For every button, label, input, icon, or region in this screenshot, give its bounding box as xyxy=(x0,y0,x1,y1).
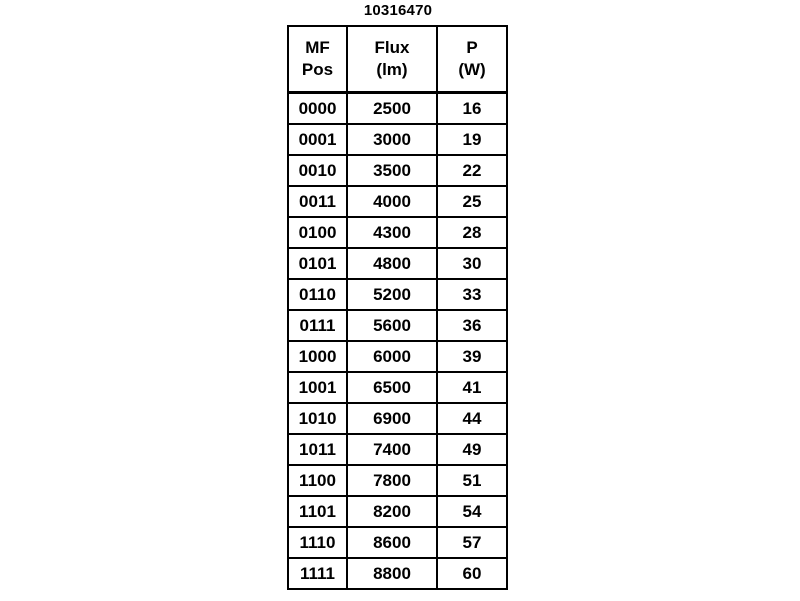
cell-mf-pos: 0001 xyxy=(288,124,347,155)
cell-mf-pos: 0010 xyxy=(288,155,347,186)
cell-mf-pos: 0000 xyxy=(288,93,347,125)
cell-power: 33 xyxy=(437,279,507,310)
cell-power: 19 xyxy=(437,124,507,155)
cell-flux: 4300 xyxy=(347,217,437,248)
cell-mf-pos: 0101 xyxy=(288,248,347,279)
cell-mf-pos: 1101 xyxy=(288,496,347,527)
table-row xyxy=(288,124,507,155)
header-flux-line2: (lm) xyxy=(376,60,408,79)
cell-mf-pos: 1111 xyxy=(288,558,347,589)
header-power-line1: P xyxy=(466,37,478,57)
header-mf-pos-line2: Pos xyxy=(301,60,334,79)
table-row xyxy=(288,372,507,403)
cell-flux: 5200 xyxy=(347,279,437,310)
cell-flux: 5600 xyxy=(347,310,437,341)
table-body xyxy=(288,93,507,590)
header-flux xyxy=(347,26,437,93)
cell-power: 54 xyxy=(437,496,507,527)
cell-mf-pos: 0110 xyxy=(288,279,347,310)
cell-mf-pos: 1000 xyxy=(288,341,347,372)
cell-flux: 7400 xyxy=(347,434,437,465)
cell-power: 16 xyxy=(437,93,507,125)
cell-power: 25 xyxy=(437,186,507,217)
cell-flux: 3000 xyxy=(347,124,437,155)
cell-mf-pos: 0100 xyxy=(288,217,347,248)
header-flux-line1: Flux xyxy=(374,37,410,57)
cell-flux: 4000 xyxy=(347,186,437,217)
header-power xyxy=(437,26,507,93)
document-id: 10316470 xyxy=(363,2,433,19)
cell-power: 30 xyxy=(437,248,507,279)
cell-power: 22 xyxy=(437,155,507,186)
header-row xyxy=(288,26,507,93)
cell-flux: 6500 xyxy=(347,372,437,403)
cell-flux: 3500 xyxy=(347,155,437,186)
cell-flux: 7800 xyxy=(347,465,437,496)
cell-flux: 8200 xyxy=(347,496,437,527)
cell-flux: 6900 xyxy=(347,403,437,434)
cell-power: 51 xyxy=(437,465,507,496)
cell-flux: 4800 xyxy=(347,248,437,279)
header-power-line2: (W) xyxy=(458,60,486,79)
cell-flux: 8800 xyxy=(347,558,437,589)
cell-flux: 2500 xyxy=(347,93,437,125)
cell-mf-pos: 1011 xyxy=(288,434,347,465)
cell-power: 36 xyxy=(437,310,507,341)
cell-power: 28 xyxy=(437,217,507,248)
header-mf-pos-line1: MF xyxy=(305,37,330,57)
cell-power: 44 xyxy=(437,403,507,434)
cell-power: 49 xyxy=(437,434,507,465)
table-row xyxy=(288,403,507,434)
cell-mf-pos: 0011 xyxy=(288,186,347,217)
cell-mf-pos: 0111 xyxy=(288,310,347,341)
cell-mf-pos: 1010 xyxy=(288,403,347,434)
table-row xyxy=(288,465,507,496)
table-row xyxy=(288,496,507,527)
table-row xyxy=(288,558,507,589)
table-row xyxy=(288,155,507,186)
cell-flux: 8600 xyxy=(347,527,437,558)
cell-power: 57 xyxy=(437,527,507,558)
table-row xyxy=(288,341,507,372)
table-row xyxy=(288,93,507,125)
table-row xyxy=(288,310,507,341)
table-row xyxy=(288,217,507,248)
table-row xyxy=(288,186,507,217)
table-row xyxy=(288,248,507,279)
cell-mf-pos: 1001 xyxy=(288,372,347,403)
cell-power: 60 xyxy=(437,558,507,589)
cell-power: 39 xyxy=(437,341,507,372)
table-header xyxy=(288,26,507,93)
spec-table xyxy=(287,25,508,590)
cell-mf-pos: 1110 xyxy=(288,527,347,558)
cell-mf-pos: 1100 xyxy=(288,465,347,496)
header-mf-pos xyxy=(288,26,347,93)
cell-flux: 6000 xyxy=(347,341,437,372)
table-row xyxy=(288,279,507,310)
cell-power: 41 xyxy=(437,372,507,403)
table-row xyxy=(288,434,507,465)
table-row xyxy=(288,527,507,558)
